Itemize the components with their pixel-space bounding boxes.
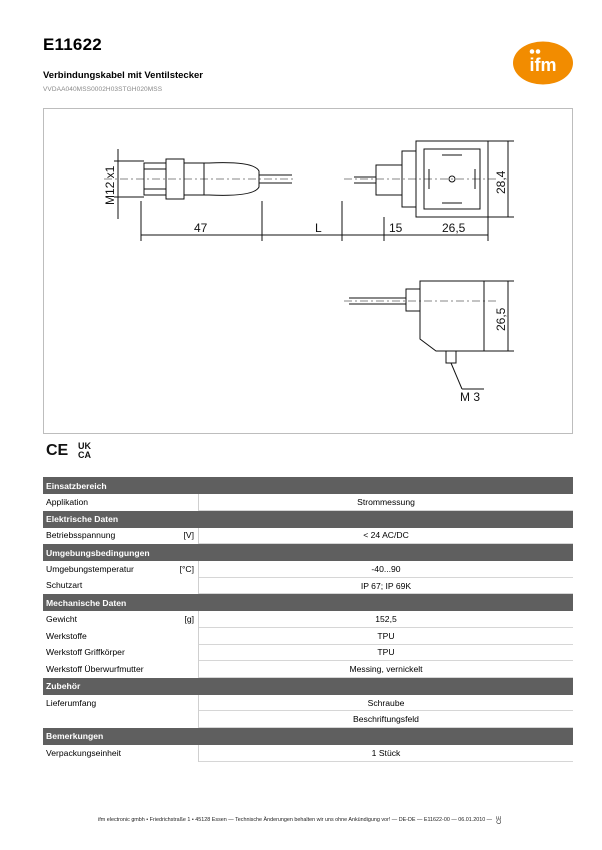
- footer-mark: CE: [496, 815, 503, 825]
- spec-value: TPU: [199, 644, 574, 661]
- svg-text:UK: UK: [78, 441, 91, 451]
- spec-label: Werkstoffe: [46, 630, 87, 641]
- spec-label: Werkstoff Griffkörper: [46, 647, 125, 658]
- dim-26-5-front: 26,5: [442, 221, 466, 235]
- spec-unit: [164, 661, 199, 678]
- spec-label: Verpackungseinheit: [46, 747, 122, 758]
- section-title: Zubehör: [43, 677, 573, 695]
- spec-value: Schraube: [199, 695, 574, 711]
- dim-thread: M12 x1: [103, 165, 117, 205]
- section-title: Einsatzbereich: [43, 477, 573, 495]
- spec-value: Beschriftungsfeld: [199, 711, 574, 728]
- ce-mark: CE: [46, 442, 69, 459]
- section-header: [43, 677, 573, 695]
- spec-row: [43, 494, 573, 510]
- spec-unit: [V]: [164, 528, 199, 544]
- page-footer: [0, 817, 602, 823]
- spec-row: [43, 745, 573, 761]
- spec-row: [43, 577, 573, 594]
- spec-label: Umgebungstemperatur: [46, 564, 134, 575]
- dim-15: 15: [389, 221, 403, 235]
- ukca-mark: [78, 441, 91, 460]
- spec-value: 1 Stück: [199, 745, 574, 761]
- svg-text:CA: CA: [78, 450, 91, 460]
- dim-screw: M 3: [460, 390, 481, 404]
- technical-drawing-svg: [44, 109, 574, 435]
- section-header: [43, 510, 573, 528]
- order-code: VVDAA040MSS0002H03STGH020MSS: [43, 86, 163, 93]
- svg-text:ifm: ifm: [529, 55, 557, 75]
- spec-unit: [164, 745, 199, 761]
- spec-value: TPU: [199, 627, 574, 644]
- spec-label: Werkstoff Überwurfmutter: [46, 663, 144, 674]
- spec-unit: [164, 627, 199, 644]
- specification-table: [43, 476, 573, 762]
- dimension-drawing: [43, 108, 573, 434]
- certification-marks: [46, 440, 102, 460]
- spec-label: Applikation: [46, 496, 89, 507]
- spec-unit: [164, 494, 199, 510]
- spec-unit: [g]: [164, 611, 199, 627]
- spec-row: [43, 611, 573, 627]
- spec-value: < 24 AC/DC: [199, 528, 574, 544]
- spec-unit: [164, 695, 199, 711]
- spec-unit: [164, 644, 199, 661]
- section-header: [43, 544, 573, 562]
- section-title: Mechanische Daten: [43, 594, 573, 612]
- spec-label: Schutzart: [46, 580, 83, 591]
- dim-28-4: 28,4: [494, 170, 508, 194]
- spec-label: Betriebsspannung: [46, 530, 116, 541]
- spec-label: [43, 711, 164, 728]
- spec-row: [43, 561, 573, 577]
- product-subtitle: Verbindungskabel mit Ventilstecker: [43, 70, 203, 81]
- section-title: Umgebungsbedingungen: [43, 544, 573, 562]
- spec-value: 152,5: [199, 611, 574, 627]
- dim-L: L: [315, 221, 322, 235]
- spec-row: [43, 711, 573, 728]
- section-header: [43, 477, 573, 495]
- spec-label: Gewicht: [46, 614, 78, 625]
- section-title: Elektrische Daten: [43, 510, 573, 528]
- spec-unit: [164, 711, 199, 728]
- spec-row: [43, 661, 573, 678]
- spec-value: Strommessung: [199, 494, 574, 510]
- spec-row: [43, 528, 573, 544]
- section-header: [43, 594, 573, 612]
- spec-row: [43, 695, 573, 711]
- spec-value: -40...90: [199, 561, 574, 577]
- product-code: E11622: [43, 35, 102, 54]
- spec-value: Messing, vernickelt: [199, 661, 574, 678]
- spec-unit: [°C]: [164, 561, 199, 577]
- spec-label: Lieferumfang: [46, 697, 97, 708]
- spec-row: [43, 627, 573, 644]
- footer-text: ifm electronic gmbh • Friedrichstraße 1 • 45128 Essen — Technische Änderungen behalten wir uns ohne Ankündigung vor! — DE-DE — E11622-00 — 06.01.2010 —: [98, 817, 493, 823]
- dim-26-5-side: 26,5: [494, 307, 508, 331]
- section-header: [43, 727, 573, 745]
- spec-value: IP 67; IP 69K: [199, 577, 574, 594]
- section-title: Bemerkungen: [43, 727, 573, 745]
- ifm-logo: [512, 41, 574, 85]
- spec-unit: [164, 577, 199, 594]
- spec-row: [43, 644, 573, 661]
- dim-47: 47: [194, 221, 208, 235]
